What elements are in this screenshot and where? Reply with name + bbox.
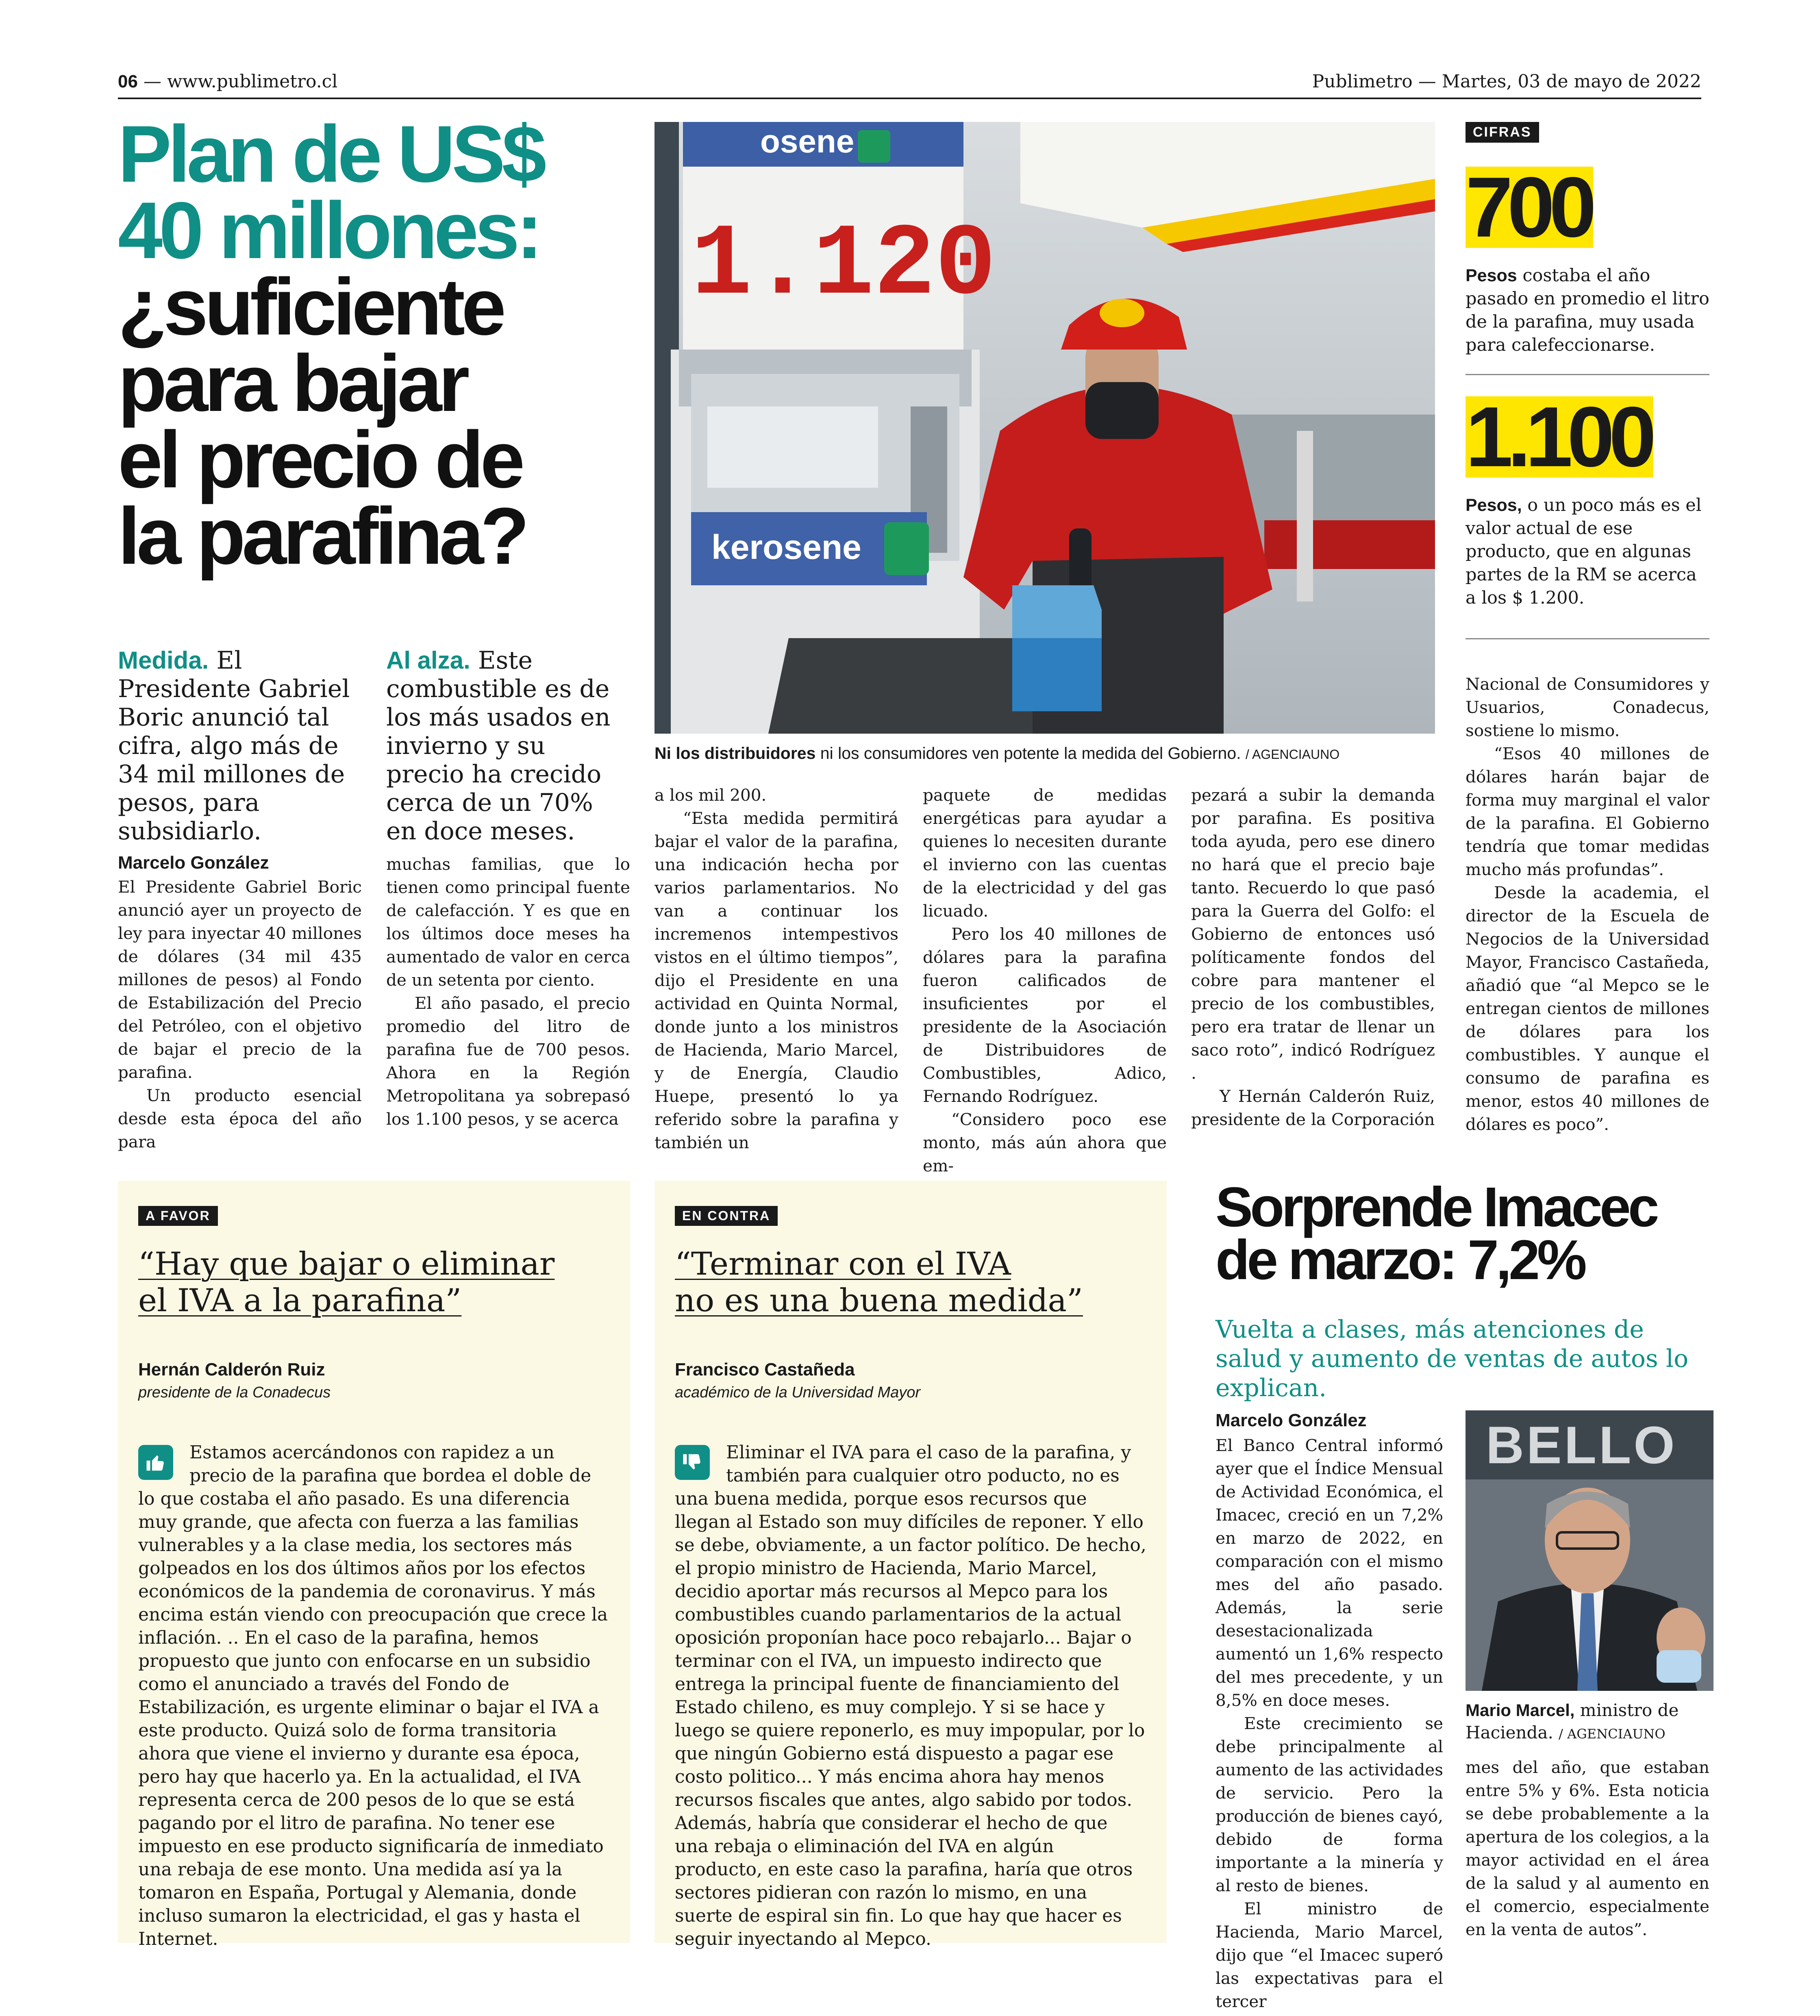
mario-marcel-illustration xyxy=(1466,1410,1713,1691)
imacec-subtitle: Vuelta a clases, más atenciones de salud y aumento de ventas de autos lo explican. xyxy=(1216,1315,1689,1402)
contra-quote-line-2: no es una buena medida” xyxy=(675,1282,1083,1319)
paragraph: El Banco Central informó ayer que el Índice Mensual de Actividad Económica, el Imacec, creció en un 7,2% en marzo de 2022, en comparación con el mismo mes del año pasado. Además, la serie desestacionalizada aumentó un 1,6% respecto del mes precedente, y un 8,5% en doce meses. xyxy=(1216,1436,1443,1710)
cifras-divider xyxy=(1466,638,1709,639)
contra-quote-line-1: “Terminar con el IVA xyxy=(675,1246,1011,1282)
cifras-divider xyxy=(1466,374,1709,375)
paragraph: a los mil 200. xyxy=(655,785,767,805)
headline-line-5: el precio de xyxy=(118,415,522,504)
imacec-title-line-1: Sorprende Imacec xyxy=(1216,1176,1657,1238)
lead-left-keyword: Medida. xyxy=(118,647,209,674)
lead-left xyxy=(118,646,358,845)
contra-name: Francisco Castañeda xyxy=(675,1360,855,1379)
imacec-col-2 xyxy=(1466,1756,1709,1941)
paragraph: El ministro de Hacienda, Mario Marcel, dijo que “el Imacec superó las expectativas para el tercer xyxy=(1216,1899,1443,2011)
cifra-1100-bold: Pesos, xyxy=(1466,495,1522,515)
favor-quote xyxy=(138,1246,614,1319)
paragraph: “Esos 40 millones de dólares harán bajar de forma muy marginal el valor de la parafina. El Gobierno tendría que tomar medidas mucho más profundas”. xyxy=(1466,744,1709,879)
favor-body-wrap xyxy=(138,1441,610,1951)
kerosene-photo xyxy=(655,122,1435,734)
paragraph: pezará a subir la demanda por parafina. Es positiva toda ayuda, pero ese dinero no hará que el precio baje tanto. Recuerdo lo que pasó para la Guerra del Golfo: el Gobierno de entonces usó políticamente fondos del cobre para mantener el precio de los combustibles, pero era tratar de llenar un saco roto”, indicó Rodríguez . xyxy=(1191,785,1435,1083)
backdrop-sign-text: BELLO xyxy=(1486,1415,1677,1475)
article-byline: Marcelo González xyxy=(118,853,269,873)
cifra-700-bold: Pesos xyxy=(1466,266,1517,285)
paragraph: Este crecimiento se debe principalmente al aumento de las actividades de servicio. Pero la producción de bienes cayó, debido de forma importante a la minería y al resto de bienes. xyxy=(1216,1714,1443,1895)
photo-caption xyxy=(655,744,1435,763)
headline-line-2: 40 millones: xyxy=(118,185,539,275)
sign-top-text: osene xyxy=(760,123,855,159)
header-rule xyxy=(118,98,1701,99)
imacec-byline: Marcelo González xyxy=(1216,1410,1367,1430)
paragraph: “Esta medida permitirá bajar el valor de la parafina, una indicación hecha por varios parlamentarios. No van a continuar los incremenos intempestivos vistos en el último tiempos”, dijo el Presidente en una actividad en Quinta Normal, donde junto a los ministros de Hacienda, Mario Marcel, y de Energía, Claudio Huepe, presentó lo ya referido sobre la parafina y también un xyxy=(655,808,898,1152)
article-col-2 xyxy=(386,853,630,1131)
cifra-700: 700 xyxy=(1466,167,1593,248)
paragraph: El año pasado, el precio promedio del litro de parafina fue de 700 pesos. Ahora en la Región Metropolitana ya sobrepasó los 1.100 pesos, y se acerca xyxy=(386,993,630,1129)
favor-body: Estamos acercándonos con rapidez a un precio de la parafina que bordea el doble de lo que costaba el año pasado. Es una diferencia muy grande, que afecta con fuerza a las familias vulnerables y a la clase media, los sectores más golpeados en los dos últimos años por los efectos económicos de la pandemia de coronavirus. Y más encima están viendo con preocupación que crece la inflación. .. En el caso de la parafina, hemos propuesto que junto con enfocarse en un subsidio como el anunciado a través del Fondo de Estabilización, es urgente eliminar o bajar el IVA a este producto. Quizá solo de forma transitoria ahora que viene el invierno y durante esa época, pero hay que hacerlo ya. En la actualidad, el IVA representa cerca de 200 pesos de lo que se está pagando por el litro de parafina. No tener ese impuesto en ese producto significaría de inmediato una rebaja de ese monto. Una medida así ya la tomaron en España, Portugal y Alemania, donde incluso sumaron la electricidad, el gas y hasta el Internet. xyxy=(138,1442,608,1949)
article-col-3 xyxy=(655,784,898,1154)
page-header-left xyxy=(118,71,337,92)
article-col-1 xyxy=(118,875,362,1154)
favor-role: presidente de la Conadecus xyxy=(138,1384,331,1401)
cifra-700-text xyxy=(1466,264,1709,357)
headline-line-4: para bajar xyxy=(118,338,466,428)
cifra-700-desc: costaba el año pasado en promedio el litro de la parafina, muy usada para calefeccionarse. xyxy=(1466,265,1709,355)
article-col-6 xyxy=(1466,673,1709,1136)
contra-role: académico de la Universidad Mayor xyxy=(675,1384,921,1401)
imacec-title-line-2: de marzo: 7,2% xyxy=(1216,1229,1584,1291)
paragraph: Un producto esencial desde esta época del año para xyxy=(118,1086,362,1151)
thumbs-down-icon xyxy=(675,1445,710,1480)
marcel-caption-text: ministro de Hacienda. xyxy=(1466,1700,1679,1742)
lead-right-keyword: Al alza. xyxy=(386,647,470,674)
favor-tag: A FAVOR xyxy=(138,1206,218,1226)
favor-quote-line-2: el IVA a la parafina” xyxy=(138,1282,462,1319)
contra-box xyxy=(655,1181,1167,1949)
cifra-1100-text xyxy=(1466,494,1709,610)
lead-left-text: El Presidente Gabriel Boric anunció tal cifra, algo más de 34 mil millones de pesos, para subsidiarlo. xyxy=(118,646,350,845)
favor-quote-line-1: “Hay que bajar o eliminar xyxy=(138,1246,555,1282)
paragraph: “Considero poco ese monto, más aún ahora que em- xyxy=(923,1110,1167,1175)
paragraph: Y Hernán Calderón Ruiz, presidente de la Corporación xyxy=(1191,1086,1435,1129)
paragraph: muchas familias, que lo tienen como principal fuente de calefacción. Y es que en los últimos doce meses ha aumentado de valor en cerca de un setenta por ciento. xyxy=(386,854,630,990)
sign-brand-text: kerosene xyxy=(711,528,861,566)
caption-text: ni los consumidores ven potente la medida del Gobierno. xyxy=(815,744,1241,763)
mario-marcel-photo xyxy=(1466,1410,1713,1691)
kerosene-photo-illustration xyxy=(655,122,1435,734)
headline-line-3: ¿suficiente xyxy=(118,262,503,352)
lead-right xyxy=(386,646,630,845)
contra-tag: EN CONTRA xyxy=(675,1206,778,1226)
favor-name: Hernán Calderón Ruiz xyxy=(138,1360,325,1379)
favor-box xyxy=(118,1181,630,1949)
article-col-5 xyxy=(1191,784,1435,1131)
headline-line-1: Plan de US$ xyxy=(118,109,543,199)
paragraph: El Presidente Gabriel Boric anunció ayer un proyecto de ley para inyectar 40 millones de dólares (34 mil 435 millones de pesos) al Fondo de Estabilización del Precio del Petróleo, con el objetivo de bajar el precio de la parafina. xyxy=(118,877,362,1082)
cifra-1100: 1.100 xyxy=(1466,396,1653,478)
page-header-right: Publimetro — Martes, 03 de mayo de 2022 xyxy=(1312,71,1701,92)
contra-quote xyxy=(675,1246,1150,1319)
marcel-photo-credit: / AGENCIAUNO xyxy=(1559,1726,1666,1742)
site-url[interactable]: — www.publimetro.cl xyxy=(143,71,338,92)
headline-line-6: la parafina? xyxy=(118,491,526,581)
cifra-1100-desc: o un poco más es el valor actual de ese producto, que en algunas partes de la RM se acerca a los $ 1.200. xyxy=(1466,495,1702,608)
paragraph: mes del año, que estaban entre 5% y 6%. Esta noticia se debe probablemente a la apertura de los colegios, a la mayor actividad en el área de la salud y al aumento en el comercio, especialmente en la venta de autos”. xyxy=(1466,1757,1709,1939)
page-number: 06 xyxy=(118,72,138,91)
paragraph: Nacional de Consumidores y Usuarios, Conadecus, sostiene lo mismo. xyxy=(1466,674,1709,740)
contra-body: Eliminar el IVA para el caso de la parafina, y también para cualquier otro poducto, no es una buena medida, porque esos recursos que llegan al Estado son muy difíciles de reponer. Y ello se debe, obviamente, a un factor político. De hecho, el propio ministro de Hacienda, Mario Marcel, decidio aportar más recursos al Mepco para los combustibles cuando parlamentarios de la actual oposición proponían hace poco rebajarlo... Bajar o terminar con el IVA, un impuesto indirecto que entrega la principal fuente de financiamiento del Estado chileno, es muy complejo. Y si se hace y luego se quiere reponerlo, es muy impopular, por lo que ningún Gobierno está dispuesto a pagar ese costo politico... Y más encima ahora hay menos recursos fiscales que antes, algo sabido por todos. Además, habría que considerar el hecho de que una rebaja o eliminación del IVA en algún producto, en este caso la parafina, haría que otros sectores pidieran con razón lo mismo, en una suerte de espiral sin fin. Lo que hay que hacer es seguir inyectando al Mepco. xyxy=(675,1442,1146,1949)
lead-right-text: Este combustible es de los más usados en invierno y su precio ha crecido cerca de un 70% en doce meses. xyxy=(386,646,611,845)
marcel-caption-bold: Mario Marcel, xyxy=(1466,1701,1575,1720)
paragraph: Desde la academia, el director de la Escuela de Negocios de la Universidad Mayor, Francisco Castañeda, añadió que “al Mepco se le entregan cientos de millones de dólares para los combustibles. Y aunque el consumo de parafina es menor, estos 40 millones de dólares es poco”. xyxy=(1466,883,1709,1134)
paragraph: paquete de medidas energéticas para ayudar a quienes lo necesiten durante el invierno con las cuentas de la electricidad y del gas licuado. xyxy=(923,785,1167,921)
caption-bold: Ni los distribuidores xyxy=(655,744,816,763)
thumbs-up-icon xyxy=(138,1445,173,1480)
article-col-4 xyxy=(923,784,1167,1177)
sign-price-text: 1.120 xyxy=(691,209,996,324)
photo-credit: / AGENCIAUNO xyxy=(1245,747,1340,762)
headline xyxy=(118,109,663,581)
cifras-tag: CIFRAS xyxy=(1466,122,1539,143)
imacec-col-1 xyxy=(1216,1434,1443,2013)
paragraph: Pero los 40 millones de dólares para la parafina fueron calificados de insuficientes por el presidente de la Asociación de Distribuidores de Combustibles, Adico, Fernando Rodríguez. xyxy=(923,924,1167,1106)
mario-marcel-caption xyxy=(1466,1699,1716,1745)
imacec-title xyxy=(1216,1176,1720,1291)
contra-body-wrap xyxy=(675,1441,1146,1951)
